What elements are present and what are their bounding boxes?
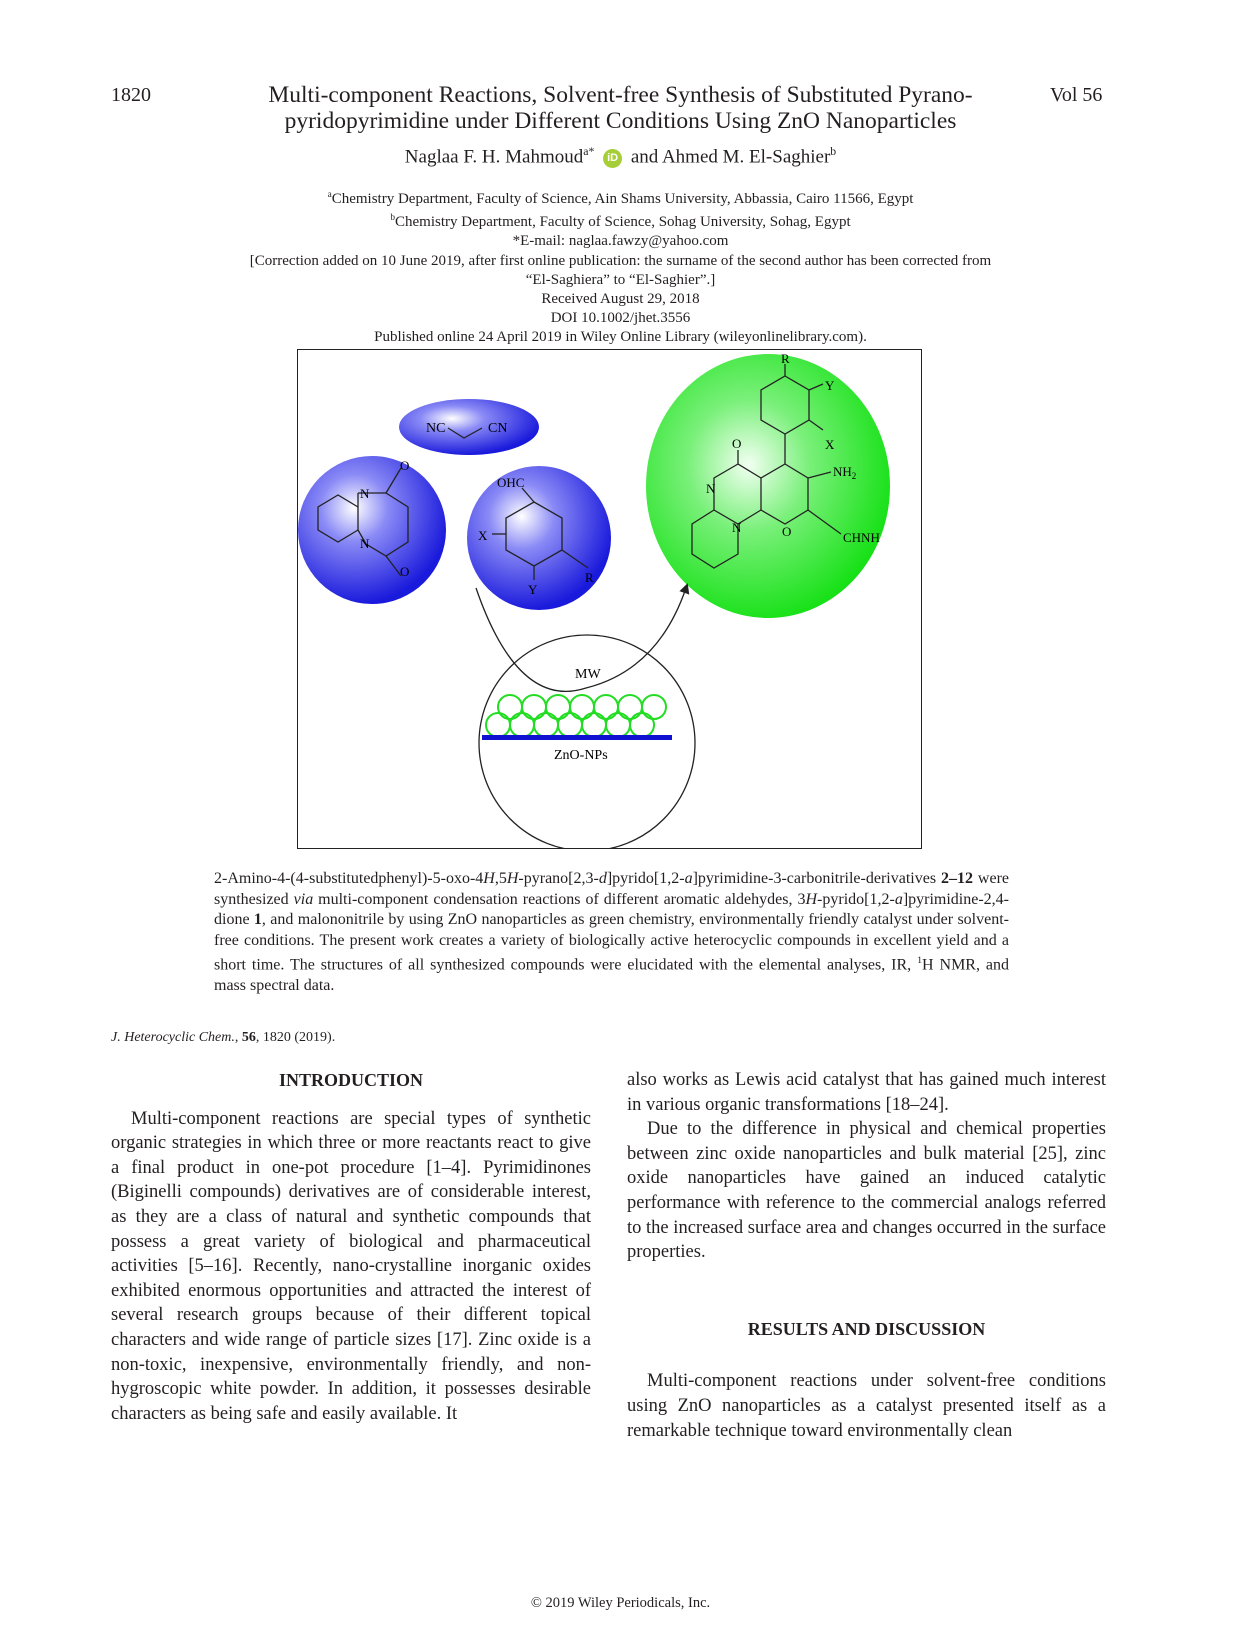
abstract-bold: 2–12 bbox=[940, 870, 973, 887]
affiliation-a-sup: a bbox=[327, 190, 332, 200]
correction-note-line-1: [Correction added on 10 June 2019, after first online publication: the surname of the second author has been corrected from bbox=[249, 252, 992, 269]
product-n1: N bbox=[706, 481, 716, 496]
product-r: R bbox=[781, 351, 790, 366]
doi: DOI 10.1002/jhet.3556 bbox=[550, 310, 691, 327]
aldehyde-ohc: OHC bbox=[497, 475, 525, 490]
abstract-text: H NMR, and mass spectral data. bbox=[214, 956, 1009, 994]
affiliation-b bbox=[180, 209, 1061, 232]
publication-note: Published online 24 April 2019 in Wiley Online Library (wileyonlinelibrary.com). bbox=[374, 329, 867, 346]
journal-name: J. Heterocyclic Chem. bbox=[111, 1030, 235, 1045]
author-2: and Ahmed M. El-Saghier bbox=[630, 146, 831, 168]
product-n2: N bbox=[732, 520, 742, 535]
results-paragraph: Multi-component reactions under solvent-free conditions using ZnO nanoparticles as a catalyst presented itself as a remarkable technique toward environmentally clean bbox=[627, 1371, 1106, 1441]
intro-heading: INTRODUCTION bbox=[278, 1070, 424, 1090]
col2-paragraph-1: also works as Lewis acid catalyst that has gained much interest in various organic transformations [18–24]. bbox=[627, 1070, 1106, 1115]
product-x: X bbox=[825, 437, 835, 452]
aldehyde-y: Y bbox=[528, 582, 538, 597]
mw-label: MW bbox=[575, 667, 601, 682]
product-o-ring: O bbox=[782, 524, 792, 539]
affiliation-a bbox=[180, 186, 1061, 209]
pyrimidine-o1: O bbox=[400, 458, 410, 473]
abstract-text: 2-Amino-4-(4-substitutedphenyl)-5-oxo-4 bbox=[214, 870, 484, 887]
correction-note-line-2: “El-Saghiera” to “El-Saghier”.] bbox=[525, 271, 716, 288]
body-column-right bbox=[627, 1070, 1106, 1443]
author-1-superscript: a* bbox=[583, 145, 595, 158]
pyrimidine-n1: N bbox=[360, 486, 370, 501]
copyright-footer: © 2019 Wiley Periodicals, Inc. bbox=[530, 1595, 711, 1611]
email: *E-mail: naglaa.fawzy@yahoo.com bbox=[512, 233, 729, 250]
title-line-1: Multi-component Reactions, Solvent-free Synthesis of Substituted Pyrano- bbox=[268, 82, 973, 108]
product-nh2: $NH_2$ bbox=[833, 464, 857, 481]
abstract-italic: H bbox=[483, 870, 495, 887]
abstract-sup: 1 bbox=[917, 955, 923, 966]
pyrimidine-n2: N bbox=[360, 536, 370, 551]
abstract-italic: H bbox=[805, 890, 818, 908]
abstract-text: ]pyrido[1,2- bbox=[606, 870, 685, 887]
intro-paragraph: Multi-component reactions are special types of synthetic organic strategies in which three or more reactants react to give a final product in one-pot procedure [1–4]. Pyrimidinones (Biginelli compounds) derivatives are of considerable interest, as they are a class of natural and synthetic compounds that possess a great variety of biological and pharmaceutical activities [5–16]. Recently, nano-crystalline inorganic oxides exhibited enormous opportunities and attracted the interest of several research groups because of their different topical characters and wide range of particle sizes [17]. Zinc oxide is a non-toxic, inexpensive, environmentally friendly, and non-hygroscopic white powder. In addition, it possesses desirable characters as being safe and easily available. It bbox=[111, 1108, 591, 1424]
aldehyde-sphere bbox=[467, 466, 611, 610]
malononitrile-nc: NC bbox=[426, 421, 446, 436]
abstract-italic: a bbox=[894, 890, 903, 908]
product-sphere bbox=[646, 354, 890, 618]
pyrimidinedione-sphere bbox=[298, 456, 446, 604]
aldehyde-r: R bbox=[585, 570, 594, 585]
product-o-carbonyl: O bbox=[732, 436, 742, 451]
malononitrile-sphere bbox=[399, 399, 539, 455]
abstract bbox=[214, 869, 1009, 996]
abstract-bold: 1 bbox=[253, 911, 262, 928]
malononitrile-cn: CN bbox=[488, 421, 508, 436]
abstract-text: -pyrano[2,3- bbox=[518, 870, 599, 887]
article-title bbox=[200, 82, 1041, 134]
citation-rest: , 1820 (2019). bbox=[255, 1030, 336, 1045]
orcid-icon[interactable]: iD bbox=[603, 149, 622, 168]
abstract-text: ]pyrimidine-2,4-dione bbox=[214, 890, 1010, 928]
page-number: 1820 bbox=[111, 84, 151, 106]
catalyst-support-bar bbox=[482, 735, 672, 740]
product-y: Y bbox=[825, 378, 835, 393]
abstract-text: -pyrido[1,2- bbox=[817, 890, 895, 908]
affiliations-block bbox=[180, 186, 1061, 348]
zno-nanoparticles bbox=[486, 695, 666, 737]
author-list bbox=[200, 145, 1041, 168]
results-heading: RESULTS AND DISCUSSION bbox=[747, 1318, 986, 1339]
received-date: Received August 29, 2018 bbox=[541, 291, 700, 308]
col2-paragraph-2: Due to the difference in physical and chemical properties between zinc oxide nanoparticles and bulk material [25], zinc oxide nanoparticles have gained an induced catalytic performance with reference to the commercial analogs referred to the increased surface area and changes occurred in the surface properties. bbox=[627, 1119, 1106, 1263]
abstract-italic: d bbox=[598, 870, 607, 887]
abstract-text: , and malononitrile by using ZnO nanoparticles as green chemistry, environmentally friendly catalyst under solvent-free conditions. The present work creates a variety of biologically active heterocyclic compounds in excellent yield and a short time. The structures of all synthesized compounds were elucidated with the elemental analyses, IR, bbox=[214, 911, 1009, 974]
volume-label: Vol 56 bbox=[1050, 84, 1103, 106]
abstract-text: ,5 bbox=[494, 870, 507, 887]
affiliation-b-text: Chemistry Department, Faculty of Science, Sohag University, Sohag, Egypt bbox=[395, 214, 851, 231]
graphical-abstract-figure bbox=[297, 349, 922, 849]
abstract-italic: via bbox=[293, 890, 314, 908]
abstract-italic: a bbox=[684, 870, 693, 887]
title-line-2: pyridopyrimidine under Different Conditions Using ZnO Nanoparticles bbox=[284, 108, 957, 134]
catalyst-label: ZnO-NPs bbox=[554, 748, 608, 763]
author-2-superscript: b bbox=[830, 145, 837, 158]
abstract-italic: H bbox=[506, 870, 519, 887]
abstract-text: ]pyrimidine-3-carbonitrile-derivatives bbox=[692, 870, 941, 887]
citation-separator: , bbox=[234, 1030, 242, 1045]
body-column-left bbox=[111, 1070, 591, 1426]
author-1: Naglaa F. H. Mahmoud bbox=[404, 146, 584, 168]
reaction-scheme bbox=[298, 350, 921, 848]
journal-citation bbox=[111, 1030, 335, 1046]
aldehyde-x: X bbox=[478, 528, 488, 543]
product-chnh: CHNH bbox=[843, 530, 880, 545]
journal-volume: 56 bbox=[241, 1030, 256, 1045]
affiliation-a-text: Chemistry Department, Faculty of Science, Ain Shams University, Abbassia, Cairo 11566, Egypt bbox=[331, 191, 914, 207]
affiliation-b-sup: b bbox=[390, 213, 396, 224]
pyrimidine-o2: O bbox=[400, 564, 410, 579]
abstract-text: were synthesized bbox=[214, 870, 1009, 908]
abstract-text: multi-component condensation reactions of different aromatic aldehydes, 3 bbox=[313, 890, 806, 908]
